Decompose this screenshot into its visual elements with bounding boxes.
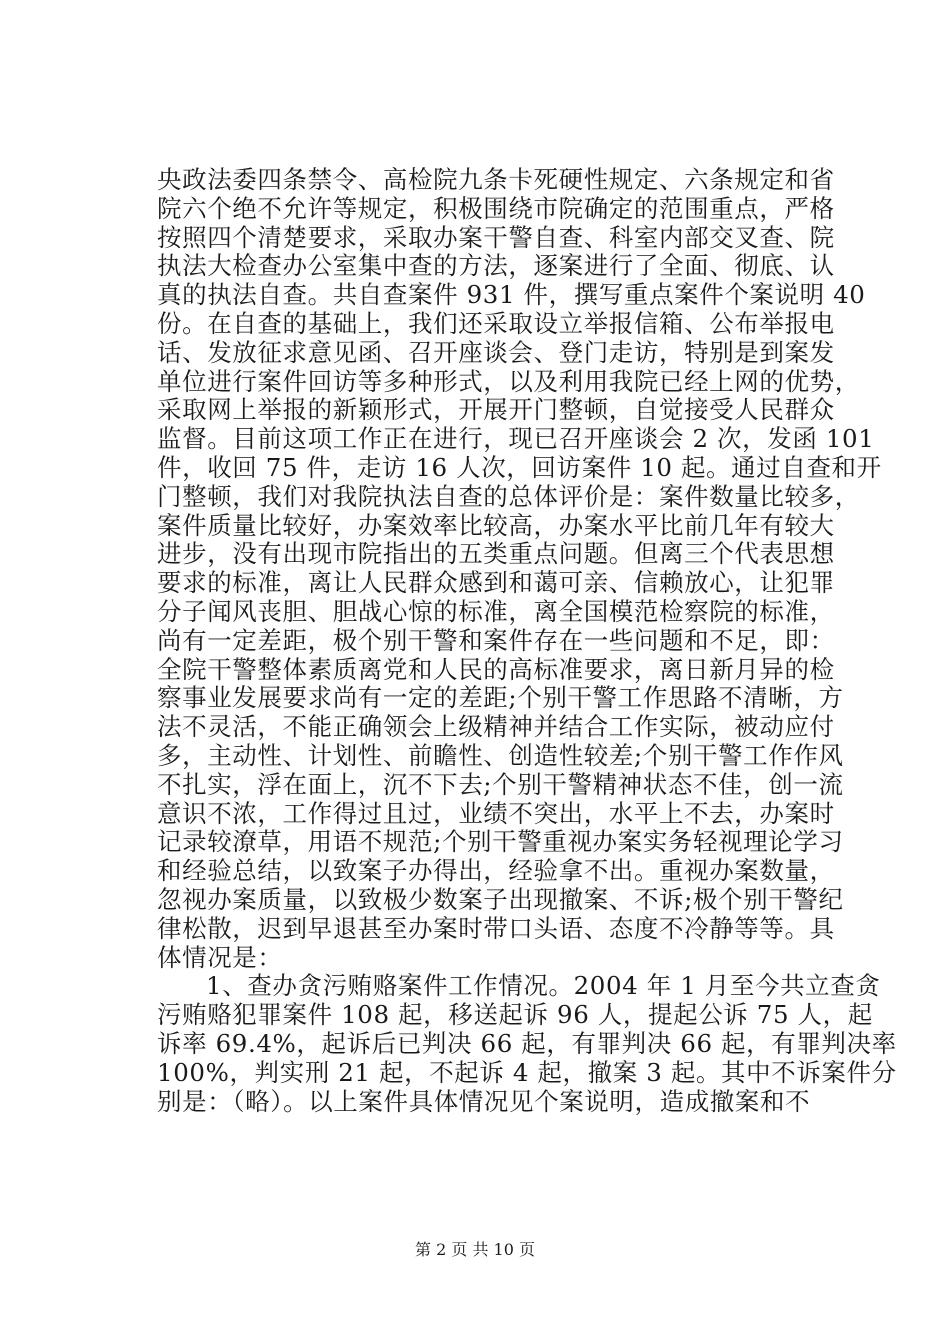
- text-line: 真的执法自查。共自查案件 931 件，撰写重点案件个案说明 40: [157, 280, 866, 310]
- text-line: 100%，判实刑 21 起，不起诉 4 起，撤案 3 起。其中不诉案件分: [157, 1057, 897, 1087]
- text-line: 分子闻风丧胆、胆战心惊的标准，离全国模范检察院的标准，: [157, 596, 835, 626]
- text-line: 记录较潦草，用语不规范;个别干警重视办案实务轻视理论学习: [157, 827, 844, 857]
- text-line: 单位进行案件回访等多种形式，以及利用我院已经上网的优势，: [157, 366, 860, 396]
- text-line: 采取网上举报的新颖形式，开展开门整顿，自觉接受人民群众: [157, 395, 835, 425]
- text-line: 央政法委四条禁令、高检院九条卡死硬性规定、六条规定和省: [157, 165, 835, 194]
- body-text: [157, 165, 897, 1116]
- text-line: 污贿赂犯罪案件 108 起，移送起诉 96 人，提起公诉 75 人，起: [157, 1000, 873, 1030]
- paragraph-start-line: 1、查办贪污贿赂案件工作情况。2004 年 1 月至今共立查贪: [206, 971, 881, 1001]
- text-line: 察事业发展要求尚有一定的差距;个别干警工作思路不清晰，方: [157, 683, 844, 713]
- text-line: 件，收回 75 件，走访 16 人次，回访案件 10 起。通过自查和开: [157, 452, 882, 482]
- text-line: 法不灵活，不能正确领会上级精神并结合工作实际，被动应付: [157, 712, 835, 742]
- text-line: 全院干警整体素质离党和人民的高标准要求，离日新月异的检: [157, 654, 835, 684]
- text-line: 话、发放征求意见函、召开座谈会、登门走访，特别是到案发: [157, 337, 835, 367]
- text-line: 要求的标准，离让人民群众感到和蔼可亲、信赖放心，让犯罪: [157, 568, 835, 598]
- text-line: 院六个绝不允许等规定，积极围绕市院确定的范围重点，严格: [157, 193, 835, 223]
- text-line: 按照四个清楚要求，采取办案干警自查、科室内部交叉查、院: [157, 222, 835, 252]
- text-line: 监督。目前这项工作正在进行，现已召开座谈会 2 次，发函 101: [157, 424, 875, 454]
- page-number-footer: 第 2 页 共 10 页: [415, 1240, 535, 1259]
- text-line: 多，主动性、计划性、前瞻性、创造性较差;个别干警工作作风: [157, 740, 844, 770]
- text-line: 进步，没有出现市院指出的五类重点问题。但离三个代表思想: [157, 539, 835, 569]
- text-line: 诉率 69.4%，起诉后已判决 66 起，有罪判决 66 起，有罪判决率: [157, 1028, 897, 1058]
- text-line: 别是：（略）。以上案件具体情况见个案说明，造成撤案和不: [157, 1086, 811, 1116]
- text-line: 和经验总结，以致案子办得出，经验拿不出。重视办案数量，: [157, 856, 835, 886]
- text-line: 不扎实，浮在面上，沉不下去;个别干警精神状态不佳，创一流: [157, 769, 844, 799]
- text-line: 份。在自查的基础上，我们还采取设立举报信箱、公布举报电: [157, 308, 835, 338]
- text-line: 门整顿，我们对我院执法自查的总体评价是：案件数量比较多，: [157, 481, 860, 511]
- text-line: 执法大检查办公室集中查的方法，逐案进行了全面、彻底、认: [157, 251, 835, 281]
- text-line: 案件质量比较好，办案效率比较高，办案水平比前几年有较大: [157, 510, 835, 540]
- text-line: 律松散，迟到早退甚至办案时带口头语、态度不冷静等等。具: [157, 913, 835, 943]
- text-line: 体情况是：: [157, 942, 283, 972]
- text-line: 意识不浓，工作得过且过，业绩不突出，水平上不去，办案时: [157, 798, 835, 828]
- text-line: 忽视办案质量，以致极少数案子出现撤案、不诉;极个别干警纪: [157, 884, 844, 914]
- text-line: 尚有一定差距，极个别干警和案件存在一些问题和不足，即：: [157, 625, 835, 655]
